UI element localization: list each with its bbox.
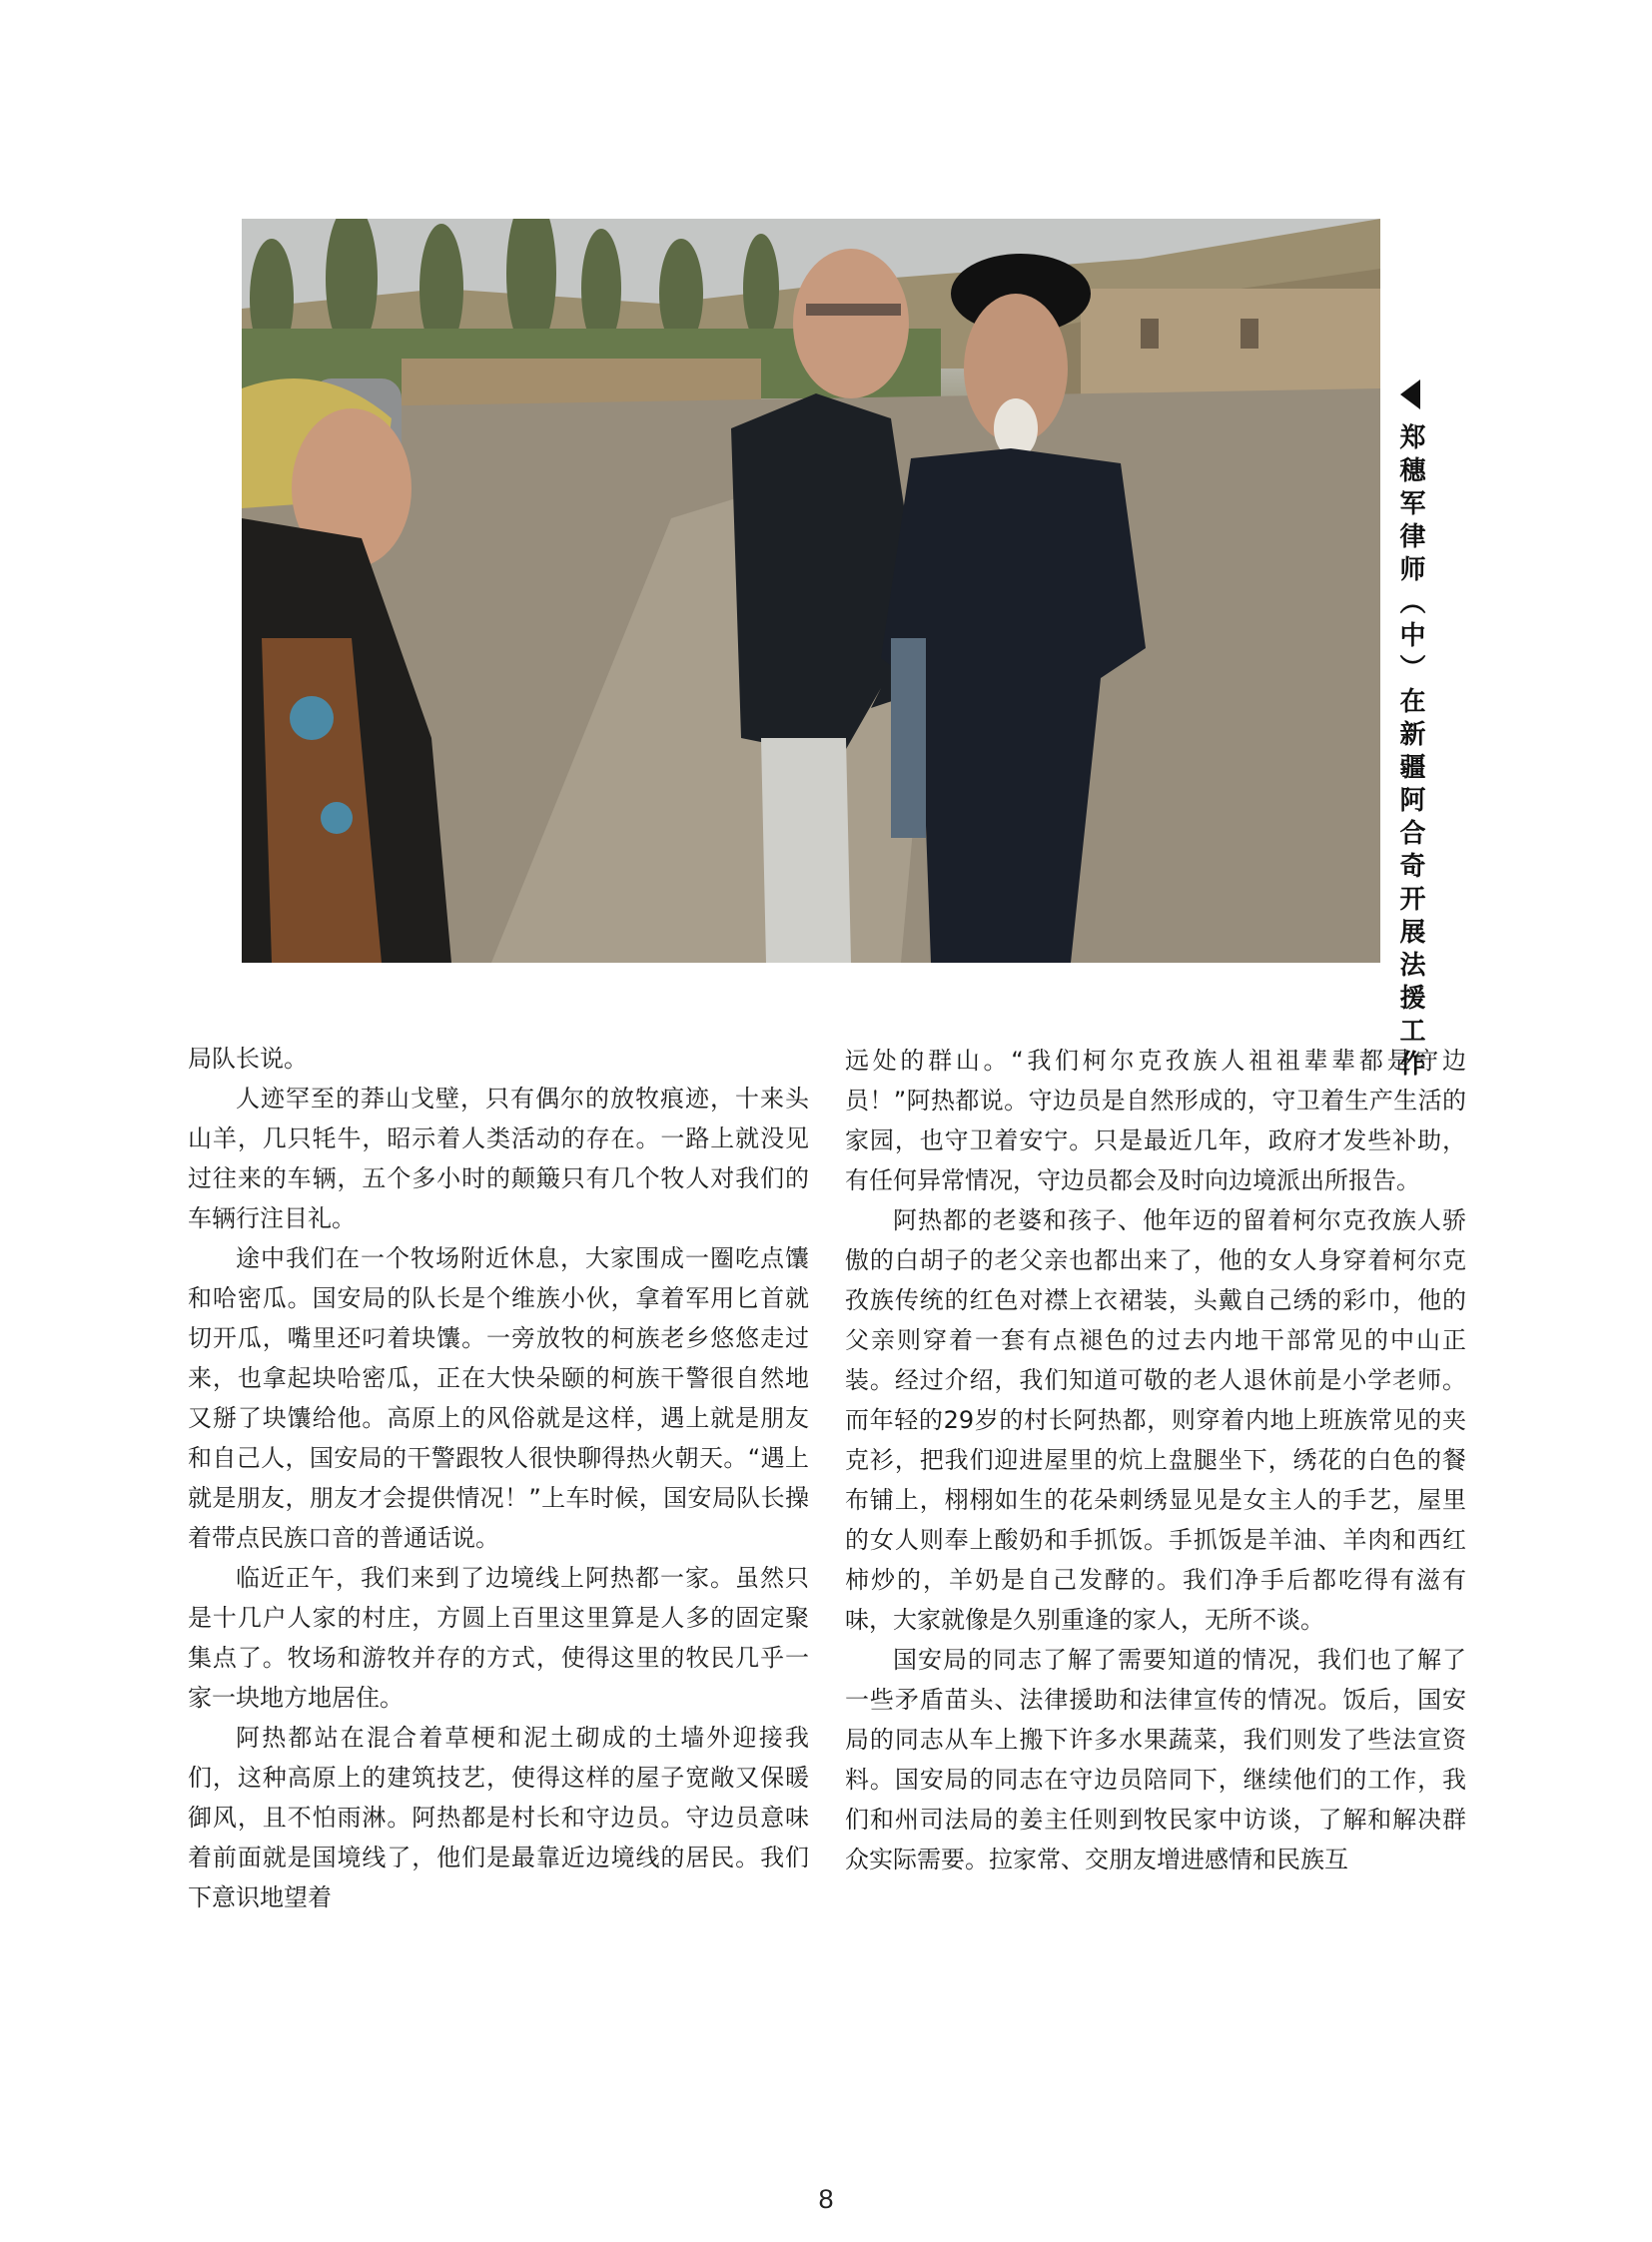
caption-text: 郑穗军律师（中）在新疆阿合奇开展法援工作 <box>1395 423 1425 1083</box>
paragraph: 途中我们在一个牧场附近休息，大家围成一圈吃点馕和哈密瓜。国安局的队长是个维族小伙，拿着军用匕首就切开瓜，嘴里还叼着块馕。一旁放牧的柯族老乡悠悠走过来，也拿起块哈密瓜，正在大快朵颐的柯族干警很自然地又掰了块馕给他。高原上的风俗就是这样，遇上就是朋友和自己人，国安局的干警跟牧人很快聊得热火朝天。“遇上就是朋友，朋友才会提供情况！”上车时候，国安局队长操着带点民族口音的普通话说。 <box>188 1244 809 1552</box>
photo-illustration <box>242 219 1380 963</box>
photo <box>242 219 1380 963</box>
paragraph: 阿热都的老婆和孩子、他年迈的留着柯尔克孜族人骄傲的白胡子的老父亲也都出来了，他的女人身穿着柯尔克孜族传统的红色对襟上衣裙装，头戴自己绣的彩巾，他的父亲则穿着一套有点褪色的过去内地干部常见的中山正装。经过介绍，我们知道可敬的老人退休前是小学老师。而年轻的29岁的村长阿热都，则穿着内地上班族常见的夹克衫，把我们迎进屋里的炕上盘腿坐下，绣花的白色的餐布铺上，栩栩如生的花朵刺绣显见是女主人的手艺，屋里的女人则奉上酸奶和手抓饭。手抓饭是羊油、羊肉和西红柿炒的，羊奶是自己发酵的。我们净手后都吃得有滋有味，大家就像是久别重逢的家人，无所不谈。 <box>845 1206 1466 1634</box>
photo-caption <box>1390 379 1430 1083</box>
caption-arrow-icon <box>1400 379 1420 409</box>
paragraph: 临近正午，我们来到了边境线上阿热都一家。虽然只是十几户人家的村庄，方圆上百里这里算是人多的固定聚集点了。牧场和游牧并存的方式，使得这里的牧民几乎一家一块地方地居住。 <box>188 1564 809 1712</box>
paragraph: 远处的群山。“我们柯尔克孜族人祖祖辈辈都是守边员！”阿热都说。守边员是自然形成的，守卫着生产生活的家园，也守卫着安宁。只是最近几年，政府才发些补助，有任何异常情况，守边员都会及时向边境派出所报告。 <box>845 1047 1466 1194</box>
left-column <box>188 1039 809 1917</box>
page-number: 8 <box>818 2184 834 2214</box>
paragraph: 阿热都站在混合着草梗和泥土砌成的土墙外迎接我们，这种高原上的建筑技艺，使得这样的屋子宽敞又保暖御风，且不怕雨淋。阿热都是村长和守边员。守边员意味着前面就是国境线了，他们是最靠近边境线的居民。我们下意识地望着 <box>188 1724 809 1911</box>
paragraph: 国安局的同志了解了需要知道的情况，我们也了解了一些矛盾苗头、法律援助和法律宣传的情况。饭后，国安局的同志从车上搬下许多水果蔬菜，我们则发了些法宣资料。国安局的同志在守边员陪同下，继续他们的工作，我们和州司法局的姜主任则到牧民家中访谈，了解和解决群众实际需要。拉家常、交朋友增进感情和民族互 <box>845 1646 1466 1873</box>
paragraph: 人迹罕至的莽山戈壁，只有偶尔的放牧痕迹，十来头山羊，几只牦牛，昭示着人类活动的存在。一路上就没见过往来的车辆，五个多小时的颠簸只有几个牧人对我们的车辆行注目礼。 <box>188 1085 809 1232</box>
right-column <box>845 1041 1466 1879</box>
paragraph: 局队长说。 <box>188 1045 308 1073</box>
